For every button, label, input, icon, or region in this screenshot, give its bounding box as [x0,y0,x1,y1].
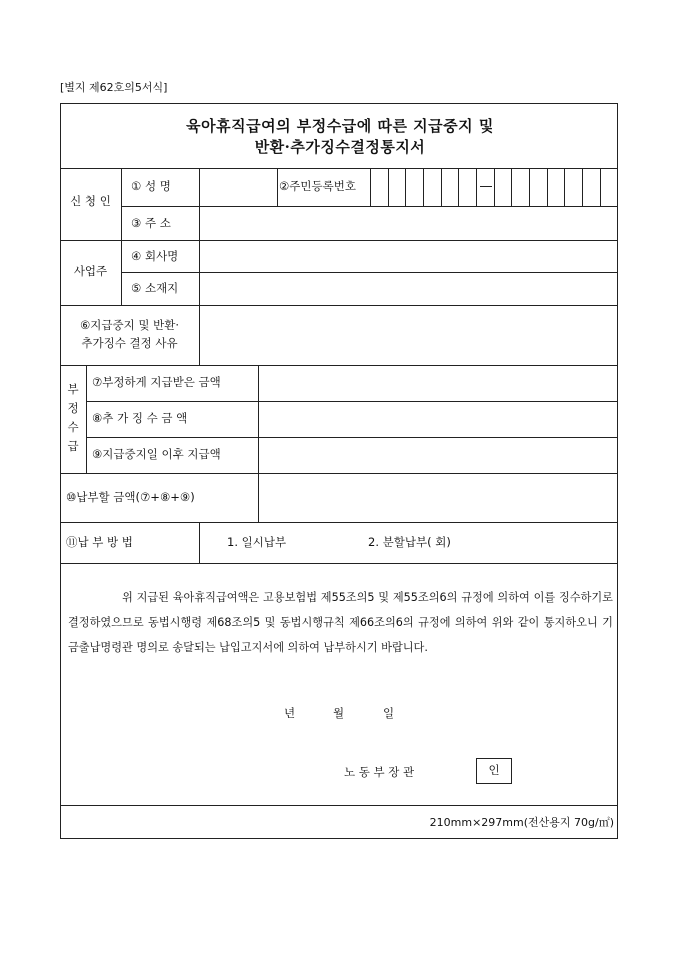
document-title-line2: 반환·추가징수결정통지서 [254,138,426,156]
reason-label-line2: 추가징수 결정 사유 [81,336,178,350]
rule [86,401,618,402]
rule [60,305,618,306]
additional-collection-field[interactable] [261,403,615,435]
company-name-label: ④ 회사명 [131,249,179,263]
reason-field[interactable] [202,307,615,363]
date-year-label: 년 [284,706,296,720]
rule [86,365,87,473]
rule [258,365,259,522]
address-label: ③ 주 소 [131,216,171,230]
rule [60,365,618,366]
name-label: ① 성 명 [131,179,171,193]
issuer-name: 노 동 부 장 관 [344,765,415,779]
seal-box [476,758,512,784]
fraud-section-char: 부 [67,382,79,396]
additional-collection-label: ⑧추 가 징 수 금 액 [92,411,188,425]
payment-method-label: ⑪납 부 방 법 [66,535,133,549]
post-suspension-amount-field[interactable] [261,439,615,471]
employer-section-label: 사업주 [73,264,108,278]
payable-amount-field[interactable] [261,475,615,520]
form-number-label: [별지 제62호의5서식] [60,81,168,94]
fraud-section-char: 정 [67,401,79,415]
rule [60,522,618,523]
resident-number-label: ②주민등록번호 [279,179,356,193]
lump-sum-option[interactable]: 1. 일시납부 [227,535,287,549]
rule [199,168,200,365]
payable-amount-label: ⑩납부할 금액(⑦+⑧+⑨) [66,490,195,504]
fraudulent-amount-field[interactable] [261,367,615,399]
fraud-section-char: 수 [67,420,79,434]
date-day-label: 일 [383,706,395,720]
rule [277,168,278,206]
rule [86,437,618,438]
post-suspension-amount-label: ⑨지급중지일 이후 지급액 [92,447,221,461]
rule [60,805,618,806]
frame-bottom [60,838,618,839]
company-location-field[interactable] [202,274,615,303]
document-title-line1: 육아휴직급여의 부정수급에 따른 지급중지 및 [186,117,494,135]
rule [60,563,618,564]
reason-label-line1: ⑥지급중지 및 반환· [79,318,180,332]
resident-number-field[interactable] [371,169,617,205]
frame-top [60,103,618,104]
rule [121,272,618,273]
fraud-section-char: 급 [67,439,79,453]
frame-right [617,103,618,839]
date-month-label: 월 [333,706,345,720]
applicant-section-label: 신 청 인 [70,194,111,208]
paper-spec-footer: 210mm×297mm(전산용지 70g/㎡) [429,816,614,829]
installment-option[interactable]: 2. 분할납부( 회) [368,535,451,549]
fraudulent-amount-label: ⑦부정하게 지급받은 금액 [92,375,221,389]
rule [60,240,618,241]
rule [121,168,122,305]
name-field[interactable] [202,170,275,204]
company-location-label: ⑤ 소재지 [131,281,179,295]
rule [60,473,618,474]
rule [199,522,200,563]
rule [121,206,618,207]
notice-paragraph: 위 지급된 육아휴직급여액은 고용보험법 제55조의5 및 제55조의6의 규정에 의하여 이를 징수하기로 결정하였으므로 동법시행령 제68조의5 및 동법시행규칙 제66조의6의 규정에 의하여 위와 같이 통지하오니 기금출납명령관 명의로 송달되는 납입고지서에 의하여 납부하시기 바랍니다. [68,591,613,654]
company-name-field[interactable] [202,242,615,270]
address-field[interactable] [202,208,615,238]
frame-left [60,103,61,839]
seal-label: 인 [488,763,500,777]
